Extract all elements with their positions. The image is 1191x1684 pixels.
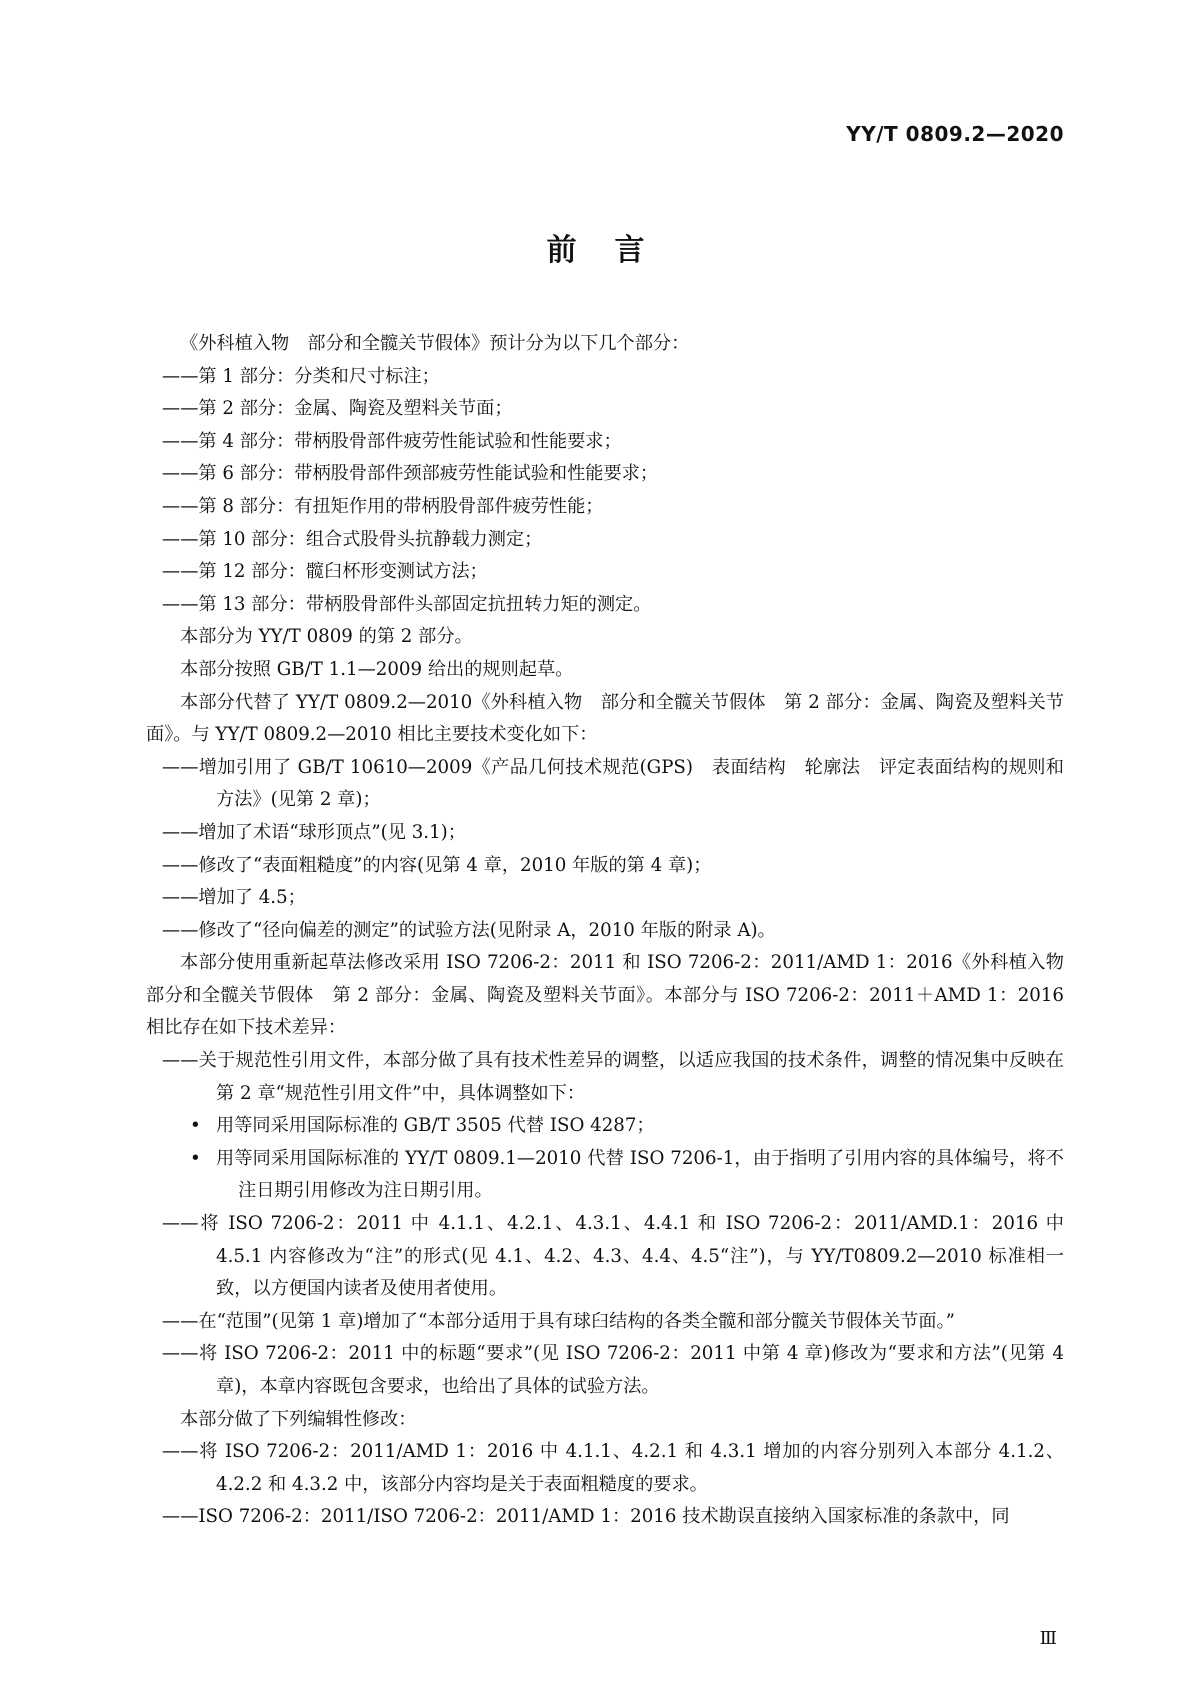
list-item: ——将 ISO 7206-2：2011 中的标题“要求”(见 ISO 7206-2：2011 中第 4 章)修改为“要求和方法”(见第 4 章)，本章内容既包含要求，也给出了具体的试验方法。 (162, 1343, 1064, 1397)
bullet-dot-icon: • (190, 1147, 201, 1169)
list-item: ——将 ISO 7206-2：2011 中 4.1.1、4.2.1、4.3.1、4.4.1 和 ISO 7206-2：2011/AMD.1：2016 中 4.5.1 内容修改为“注”的形式(见 4.1、4.2、4.3、4.4、4.5“注”)，与 YY/T0809.2—2010 标准相一致，以方便国内读者及使用者使用。 (162, 1213, 1064, 1300)
paragraph: 本部分做了下列编辑性修改： (180, 1408, 417, 1430)
list-item: ——修改了“表面粗糙度”的内容(见第 4 章，2010 年版的第 4 章)； (162, 854, 712, 876)
page-title: 前言 (546, 233, 683, 268)
list-item: ——增加了术语“球形顶点”(见 3.1)； (162, 821, 466, 843)
page-number: Ⅲ (1039, 1628, 1057, 1649)
list-item: ——ISO 7206-2：2011/ISO 7206-2：2011/AMD 1：2016 技术勘误直接纳入国家标准的条款中，同 (162, 1506, 1010, 1528)
list-item: ——将 ISO 7206-2：2011/AMD 1：2016 中 4.1.1、4.2.1 和 4.3.1 增加的内容分别列入本部分 4.1.2、4.2.2 和 4.3.2 中，该部分内容均是关于表面粗糙度的要求。 (162, 1441, 1064, 1495)
bullet-item (146, 1143, 1064, 1208)
list-item: ——第 8 部分：有扭矩作用的带柄股骨部件疲劳性能； (162, 495, 604, 517)
paragraph: 本部分使用重新起草法修改采用 ISO 7206-2：2011 和 ISO 7206-2：2011/AMD 1：2016《外科植入物 部分和全髋关节假体 第 2 部分：金属、陶瓷及塑料关节面》。本部分与 ISO 7206-2：2011＋AMD 1：2016 相比存在如下技术差异： (146, 952, 1083, 1039)
list-item: ——第 4 部分：带柄股骨部件疲劳性能试验和性能要求； (162, 430, 622, 452)
list-item: ——第 1 部分：分类和尺寸标注； (162, 365, 440, 387)
paragraph: 《外科植入物 部分和全髋关节假体》预计分为以下几个部分： (180, 333, 690, 354)
bullet-text: 用等同采用国际标准的 YY/T 0809.1—2010 代替 ISO 7206-1，由于指明了引用内容的具体编号，将不注日期引用修改为注日期引用。 (216, 1147, 1064, 1202)
bullet-text: 用等同采用国际标准的 GB/T 3505 代替 ISO 4287； (216, 1115, 655, 1137)
paragraph: 本部分按照 GB/T 1.1—2009 给出的规则起草。 (180, 658, 574, 680)
bullet-item (146, 1110, 1064, 1143)
list-item: ——增加引用了 GB/T 10610—2009《产品几何技术规范(GPS) 表面结构 轮廓法 评定表面结构的规则和方法》(见第 2 章)； (162, 756, 1064, 811)
list-item: ——第 13 部分：带柄股骨部件头部固定抗扭转力矩的测定。 (162, 593, 652, 615)
paragraph: 本部分代替了 YY/T 0809.2—2010《外科植入物 部分和全髋关节假体 第 2 部分：金属、陶瓷及塑料关节面》。与 YY/T 0809.2—2010 相比主要技术变化如下： (146, 691, 1064, 746)
list-item: ——关于规范性引用文件，本部分做了具有技术性差异的调整，以适应我国的技术条件，调整的情况集中反映在第 2 章“规范性引用文件”中，具体调整如下： (162, 1050, 1064, 1104)
bullet-dot-icon: • (190, 1115, 201, 1137)
list-item: ——第 2 部分：金属、陶瓷及塑料关节面； (162, 398, 513, 420)
list-item: ——增加了 4.5； (162, 887, 306, 909)
standard-code: YY/T 0809.2—2020 (846, 122, 1064, 146)
list-item: ——第 6 部分：带柄股骨部件颈部疲劳性能试验和性能要求； (162, 463, 659, 485)
list-item: ——修改了“径向偏差的测定”的试验方法(见附录 A，2010 年版的附录 A)。 (162, 919, 776, 941)
list-item: ——第 10 部分：组合式股骨头抗静载力测定； (162, 528, 543, 550)
paragraph: 本部分为 YY/T 0809 的第 2 部分。 (180, 626, 473, 648)
list-item: ——第 12 部分：髋臼杯形变测试方法； (162, 561, 488, 583)
list-item: ——在“范围”(见第 1 章)增加了“本部分适用于具有球臼结构的各类全髋和部分髋关节假体关节面。” (162, 1310, 955, 1332)
foreword-body (146, 328, 1083, 1534)
